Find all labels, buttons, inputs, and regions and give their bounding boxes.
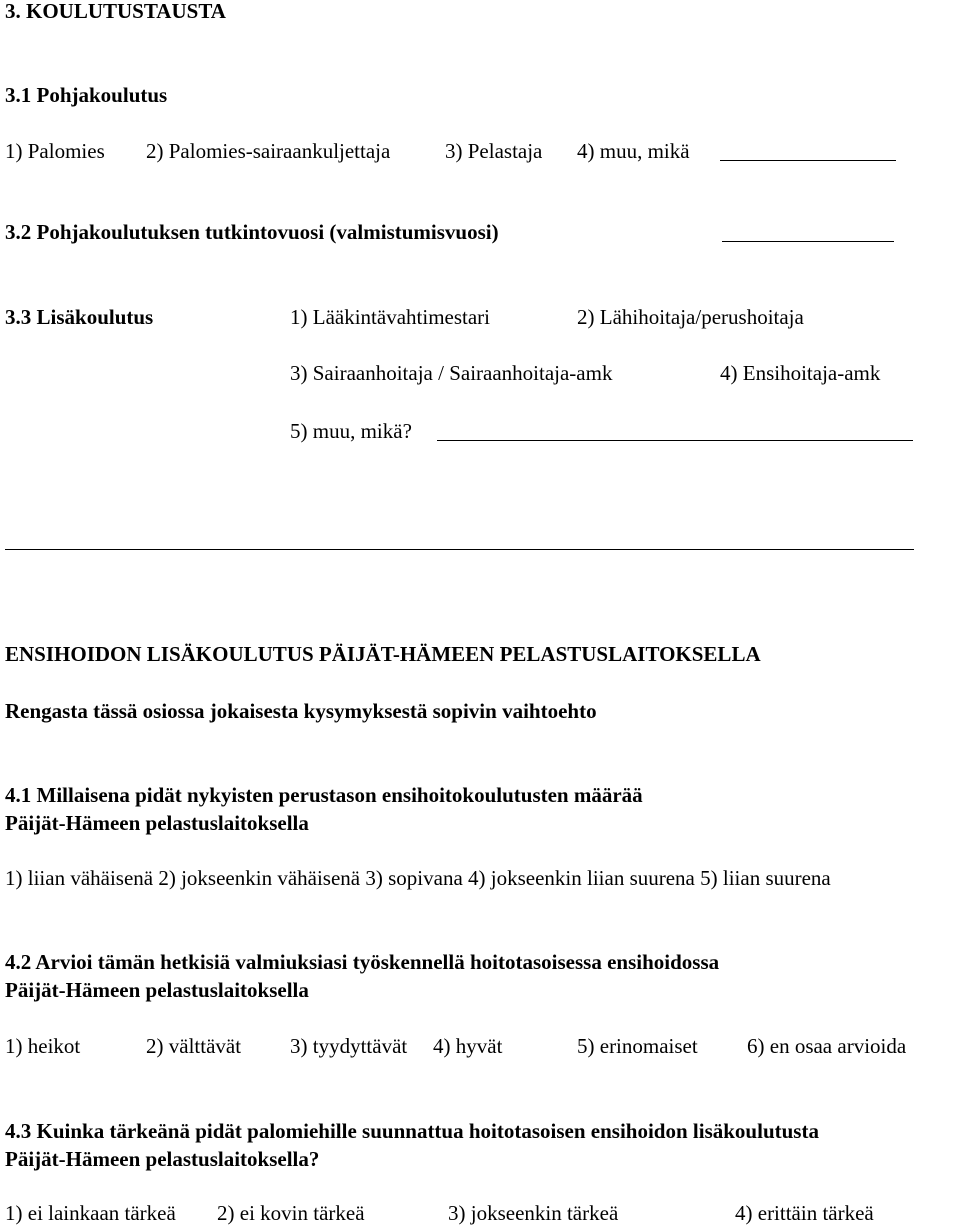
option-laakintavahtimestari[interactable]: 1) Lääkintävahtimestari bbox=[290, 305, 491, 329]
subsection-heading-3-2: 3.2 Pohjakoulutuksen tutkintovuosi (valmistumisvuosi) bbox=[5, 220, 499, 244]
instruction-text: Rengasta tässä osiossa jokaisesta kysymyksestä sopivin vaihtoehto bbox=[5, 699, 597, 723]
option-sairaanhoitaja[interactable]: 3) Sairaanhoitaja / Sairaanhoitaja-amk bbox=[290, 361, 613, 385]
option-ei-lainkaan-tarkea[interactable]: 1) ei lainkaan tärkeä bbox=[5, 1201, 176, 1225]
fill-in-line-lisakoulutus-2[interactable] bbox=[5, 549, 914, 550]
question-4-3-line-1: 4.3 Kuinka tärkeänä pidät palomiehille suunnattua hoitotasoisen ensihoidon lisäkoulutusta bbox=[5, 1119, 819, 1143]
question-4-2-line-1: 4.2 Arvioi tämän hetkisiä valmiuksiasi työskennellä hoitotasoisessa ensihoidossa bbox=[5, 950, 720, 974]
question-4-1-line-1: 4.1 Millaisena pidät nykyisten perustason ensihoitokoulutusten määrää bbox=[5, 783, 643, 807]
option-heikot[interactable]: 1) heikot bbox=[5, 1034, 81, 1058]
section-heading: 3. KOULUTUSTAUSTA bbox=[5, 0, 226, 23]
fill-in-line-tutkintovuosi[interactable] bbox=[722, 241, 894, 242]
option-lahihoitaja[interactable]: 2) Lähihoitaja/perushoitaja bbox=[577, 305, 804, 329]
option-valttavat[interactable]: 2) välttävät bbox=[146, 1034, 242, 1058]
subsection-heading-3-3: 3.3 Lisäkoulutus bbox=[5, 305, 154, 329]
section-title: ENSIHOIDON LISÄKOULUTUS PÄIJÄT-HÄMEEN PELASTUSLAITOKSELLA bbox=[5, 642, 761, 666]
option-ensihoitaja-amk[interactable]: 4) Ensihoitaja-amk bbox=[720, 361, 881, 385]
fill-in-line-lisakoulutus[interactable] bbox=[437, 440, 913, 441]
question-4-1-line-2: Päijät-Hämeen pelastuslaitoksella bbox=[5, 811, 309, 835]
option-pelastaja[interactable]: 3) Pelastaja bbox=[445, 139, 543, 163]
option-ei-kovin-tarkea[interactable]: 2) ei kovin tärkeä bbox=[217, 1201, 365, 1225]
question-4-1-options[interactable]: 1) liian vähäisenä 2) jokseenkin vähäisenä 3) sopivana 4) jokseenkin liian suurena 5) liian suurena bbox=[5, 866, 831, 890]
option-erinomaiset[interactable]: 5) erinomaiset bbox=[577, 1034, 698, 1058]
fill-in-line-muu[interactable] bbox=[720, 160, 896, 161]
subsection-heading-3-1: 3.1 Pohjakoulutus bbox=[5, 83, 168, 107]
option-muu[interactable]: 4) muu, mikä bbox=[577, 139, 690, 163]
option-jokseenkin-tarkea[interactable]: 3) jokseenkin tärkeä bbox=[448, 1201, 619, 1225]
option-palomies-sairaankuljettaja[interactable]: 2) Palomies-sairaankuljettaja bbox=[146, 139, 391, 163]
option-en-osaa-arvioida[interactable]: 6) en osaa arvioida bbox=[747, 1034, 907, 1058]
option-hyvat[interactable]: 4) hyvät bbox=[433, 1034, 503, 1058]
option-muu-mika[interactable]: 5) muu, mikä? bbox=[290, 419, 412, 443]
option-tyydyttavat[interactable]: 3) tyydyttävät bbox=[290, 1034, 408, 1058]
option-erittain-tarkea[interactable]: 4) erittäin tärkeä bbox=[735, 1201, 874, 1225]
question-4-3-line-2: Päijät-Hämeen pelastuslaitoksella? bbox=[5, 1147, 320, 1171]
question-4-2-line-2: Päijät-Hämeen pelastuslaitoksella bbox=[5, 978, 309, 1002]
option-palomies[interactable]: 1) Palomies bbox=[5, 139, 105, 163]
